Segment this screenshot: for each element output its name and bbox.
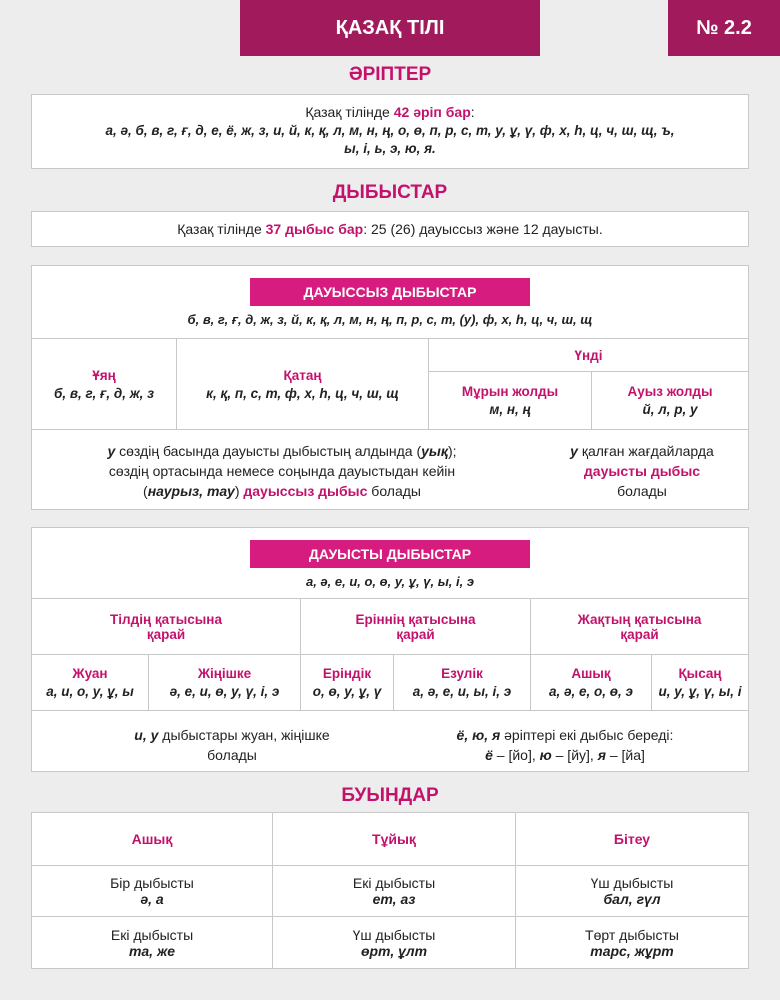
- syllable-cell: [273, 865, 516, 916]
- note-ex2: наурыз, тау: [147, 483, 235, 499]
- sounds-pre: Қазақ тілінде: [177, 221, 266, 237]
- consonants-box: [31, 265, 749, 510]
- lip-group: [301, 599, 531, 655]
- oral-list: й, л, р, у: [642, 402, 698, 417]
- syllable-cell: [516, 865, 749, 916]
- round-list: о, ө, у, ұ, ү: [312, 684, 382, 699]
- voiceless-list: к, қ, п, с, т, ф, х, һ, ц, ч, ш, щ: [206, 385, 399, 401]
- jaw-group-l2: қарай: [620, 626, 659, 642]
- lip-group-l2: қарай: [396, 626, 435, 642]
- sounds-count: 37 дыбыс бар: [265, 221, 364, 237]
- letters-count: 42 әріп бар: [393, 104, 471, 120]
- voiceless-label: Қатаң: [283, 367, 322, 383]
- syllables-box: [31, 812, 749, 969]
- syllable-cell-label: Үш дыбысты: [352, 926, 436, 943]
- consonants-list: б, в, г, ғ, д, ж, з, й, к, қ, л, м, н, ң, п, р, с, т, (у), ф, х, һ, ц, ч, ш, щ: [187, 312, 593, 327]
- note-right-u: у: [570, 443, 578, 459]
- vnote-yo-v: – [йо],: [492, 747, 540, 763]
- note-right-t1: қалған жағдайларда: [577, 443, 714, 459]
- flat-list: а, ә, е, и, ы, і, э: [412, 684, 512, 699]
- syllable-header-open-label: Ашық: [131, 830, 173, 847]
- syllable-header-closed-label: Тұйық: [372, 830, 416, 847]
- syllable-header-sealed: [516, 813, 749, 865]
- syllable-cell-example: тарс, жұрт: [590, 942, 674, 959]
- vowels-list: а, ә, е, и, о, ө, у, ұ, ү, ы, і, э: [305, 574, 475, 589]
- syllable-cell: [516, 917, 749, 968]
- back-label: Жуан: [72, 666, 108, 681]
- letters-box: [31, 94, 749, 169]
- syllables-heading: БУЫНДАР: [341, 785, 439, 806]
- note-u: у: [107, 443, 116, 459]
- tongue-group: [32, 599, 301, 655]
- sounds-post: : 25 (26) дауыссыз және 12 дауысты.: [363, 221, 603, 237]
- vowels-box: [31, 527, 749, 772]
- syllable-header-closed: [273, 813, 516, 865]
- syllable-cell-label: Бір дыбысты: [110, 874, 194, 891]
- letters-heading: ӘРІПТЕР: [348, 64, 432, 85]
- syllable-header-sealed-label: Бітеу: [613, 830, 651, 847]
- open-cell: [531, 655, 652, 711]
- letters-intro-text: Қазақ тілінде: [305, 104, 394, 120]
- vnote-t2: болады: [207, 747, 257, 763]
- syllable-cell-example: өрт, ұлт: [360, 942, 428, 959]
- vowels-pill: ДАУЫСТЫ ДЫБЫСТАР: [250, 540, 530, 568]
- note-right-hl: дауысты дыбыс: [583, 463, 701, 479]
- close-list: и, у, ұ, ү, ы, і: [658, 684, 742, 699]
- letters-intro: [32, 104, 748, 120]
- vnote-ya: я: [597, 747, 606, 763]
- vnote-ya-v: – [йа]: [605, 747, 645, 763]
- nasal-label: Мұрын жолды: [461, 384, 559, 399]
- tongue-group-l2: қарай: [146, 626, 186, 642]
- vnote-letters: ё, ю, я: [456, 727, 501, 743]
- voiceless-cell: [177, 339, 429, 430]
- close-cell: [652, 655, 749, 711]
- vnote-yu-v: – [йу],: [551, 747, 598, 763]
- front-cell: [149, 655, 301, 711]
- syllable-cell-label: Екі дыбысты: [110, 926, 194, 943]
- syllable-cell: [273, 917, 516, 968]
- note-t5: ): [234, 483, 244, 499]
- note-t2: );: [447, 443, 457, 459]
- jaw-group: [531, 599, 749, 655]
- page-title: ҚАЗАҚ ТІЛІ: [240, 0, 540, 56]
- note-ex1: уық: [421, 443, 448, 459]
- note-right-t2: болады: [617, 483, 667, 499]
- front-label: Жіңішке: [197, 666, 252, 681]
- oral-label: Ауыз жолды: [627, 384, 713, 399]
- back-cell: [32, 655, 149, 711]
- syllable-cell-label: Төрт дыбысты: [585, 926, 679, 943]
- vowels-table: [32, 598, 748, 711]
- vnote-iu: и, у: [134, 727, 159, 743]
- sounds-box: [31, 211, 749, 247]
- syllable-cell-example: ә, а: [140, 890, 164, 907]
- page-number: № 2.2: [668, 0, 780, 56]
- front-list: ә, е, и, ө, у, ү, і, э: [169, 684, 280, 699]
- nasal-list: м, н, ң: [489, 402, 531, 417]
- syllable-cell-label: Екі дыбысты: [352, 874, 436, 891]
- note-hl: дауыссыз дыбыс: [243, 483, 368, 499]
- open-label: Ашық: [571, 666, 611, 681]
- round-cell: [301, 655, 394, 711]
- tongue-group-l1: Тілдің қатысына: [110, 611, 222, 627]
- back-list: а, и, о, у, ұ, ы: [46, 684, 134, 699]
- syllables-table: [32, 813, 748, 968]
- vnote-yo: ё: [485, 747, 493, 763]
- sonorant-cell: [429, 339, 749, 372]
- voiced-cell: [32, 339, 177, 430]
- sounds-text: [32, 221, 748, 237]
- close-label: Қысаң: [678, 666, 722, 681]
- syllable-cell: [32, 865, 273, 916]
- round-label: Еріндік: [322, 666, 372, 681]
- syllable-cell-example: ет, аз: [372, 890, 416, 907]
- note-t3: сөздің ортасында немесе соңында дауыстыдан кейін: [108, 463, 456, 479]
- letters-list-line1: а, ә, б, в, г, ғ, д, е, ё, ж, з, и, й, к, қ, л, м, н, ң, о, ө, п, р, с, т, у, ұ, ү, ф, х, һ, ц, ч, ш, щ, ъ,: [105, 123, 675, 138]
- vnote-yu: ю: [539, 747, 552, 763]
- flat-cell: [394, 655, 531, 711]
- flat-label: Езулік: [441, 666, 483, 681]
- sounds-heading: ДЫБЫСТАР: [332, 182, 448, 203]
- voiced-label: Ұяң: [92, 367, 116, 383]
- syllable-cell-example: бал, гүл: [603, 890, 661, 907]
- note-t6: болады: [367, 483, 421, 499]
- syllable-header-open: [32, 813, 273, 865]
- consonants-pill: ДАУЫССЫЗ ДЫБЫСТАР: [250, 278, 530, 306]
- lip-group-l1: Еріннің қатысына: [355, 611, 476, 627]
- vnote-t1: дыбыстары жуан, жіңішке: [158, 727, 330, 743]
- syllable-cell-label: Үш дыбысты: [590, 874, 674, 891]
- vowel-note-left: [32, 725, 432, 765]
- nasal-cell: [429, 372, 592, 430]
- syllable-cell: [32, 917, 273, 968]
- vowel-note-right: [382, 725, 748, 765]
- consonant-note-left: [32, 441, 532, 501]
- voiced-list: б, в, г, ғ, д, ж, з: [53, 385, 155, 401]
- sonorant-label: Үнді: [574, 347, 603, 363]
- oral-cell: [592, 372, 749, 430]
- letters-colon: :: [470, 104, 475, 120]
- consonants-table: [32, 338, 748, 430]
- open-list: а, ә, е, о, ө, э: [549, 684, 633, 699]
- letters-list-line2: ы, і, ь, э, ю, я.: [344, 141, 436, 156]
- jaw-group-l1: Жақтың қатысына: [577, 611, 702, 627]
- note-t1: сөздің басында дауысты дыбыстың алдында (: [115, 443, 422, 459]
- note-t4: (: [143, 483, 148, 499]
- syllable-cell-example: та, же: [128, 942, 176, 959]
- consonant-note-right: [542, 441, 742, 501]
- vnote-right-t1: әріптері екі дыбыс береді:: [500, 727, 674, 743]
